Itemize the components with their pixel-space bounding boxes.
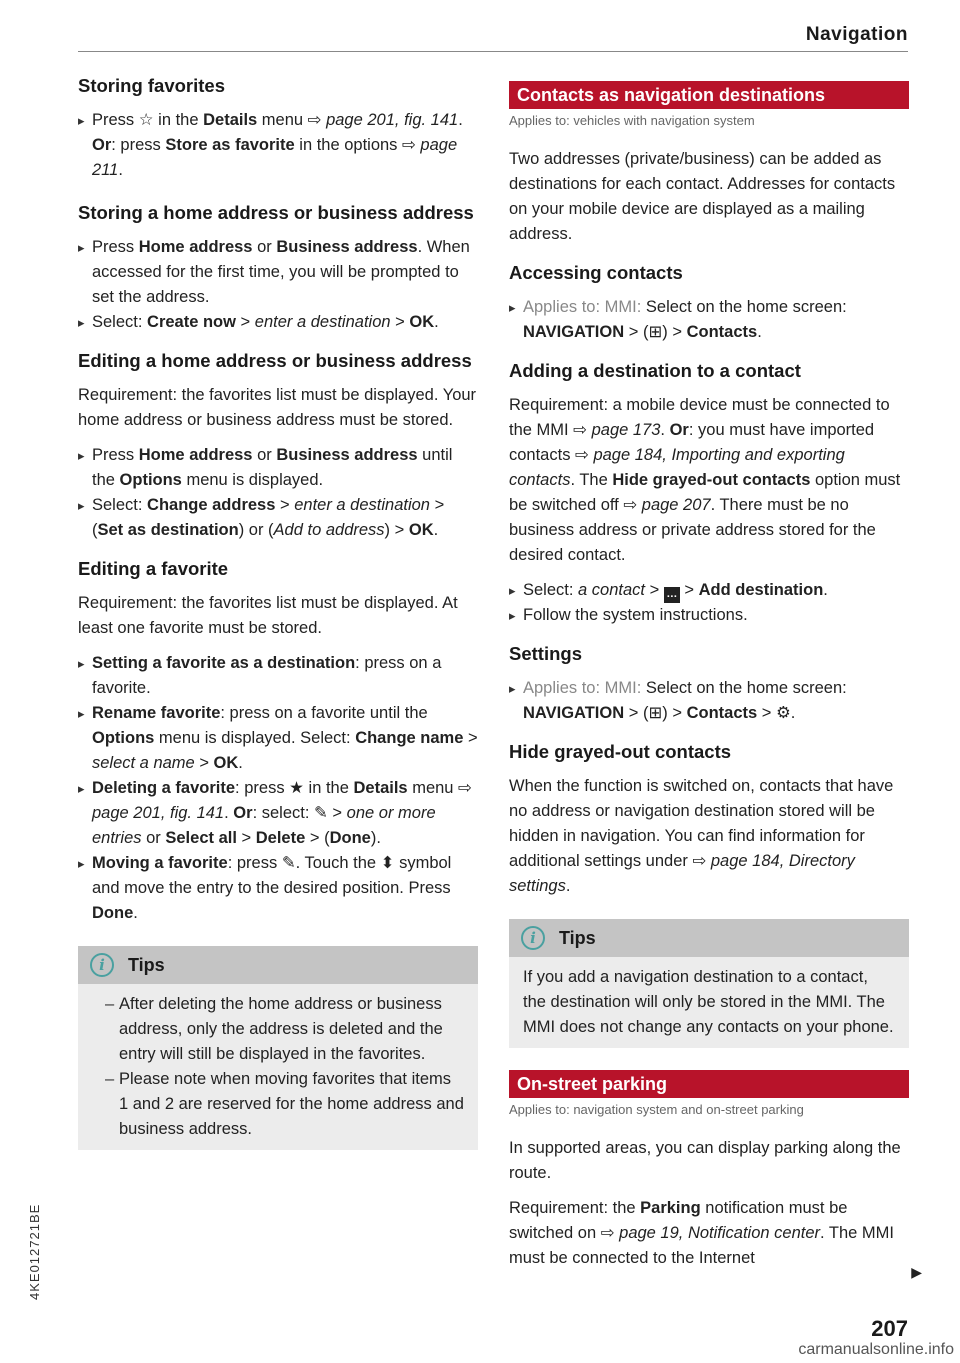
tips-header-right [509,919,909,957]
step-select-create: ▸ Select: Create now > enter a destination > OK. [78,310,478,335]
page-number: 207 [871,1316,908,1341]
step-delete-favorite: ▸ Deleting a favorite: press ★ in the Details menu ⇨ page 201, fig. 141. Or: select: ✎ > one or more entries or Select all > Delete > (Done). [78,776,478,851]
heading-accessing-contacts: Accessing contacts [509,262,683,283]
heading-adding-destination: Adding a destination to a contact [509,360,801,382]
document-code: 4KE012721BE [27,1203,42,1300]
heading-settings: Settings [509,643,582,665]
star-outline-icon: ☆ [138,111,154,130]
move-arrows-icon: ⬍ [380,854,395,873]
info-icon: i [521,926,545,950]
parking-intro: In supported areas, you can display parking along the route. [509,1139,901,1183]
pencil-icon: ✎ [314,804,328,823]
tips-title-left: Tips [128,954,165,975]
tip-text: If you add a navigation destination to a contact, the destination will only be stored in the MMI. The MMI does not change any contacts on your phone. [523,968,894,1037]
step-change-address: ▸ Select: Change address > enter a destination > (Set as destination) or (Add to address) > OK. [78,493,478,543]
requirement-editing-favorite: Requirement: the favorites list must be displayed. At least one favorite must be stored. [78,594,458,638]
step-press-until-options: ▸ Press Home address or Business address until the Options menu is displayed. [78,443,478,493]
tips-box-right [509,919,909,1048]
step-access-contacts: ▸ Applies to: MMI: Select on the home screen: NAVIGATION > (⊞) > Contacts. [509,295,909,345]
heading-hide-grayed-out: Hide grayed-out contacts [509,741,732,763]
applies-to-contacts: Applies to: vehicles with navigation system [509,113,755,128]
hide-grayed-out-text: When the function is switched on, contacts that have no address or navigation destination stored will be hidden in navigation. You can find information for additional settings under ⇨ page 184, Directory settings. [509,777,894,896]
step-store-favorite: ▸ Press ☆ in the Details menu ⇨ page 201, fig. 141. Or: press Store as favorite in the options ⇨ page 211. [78,108,478,183]
requirement-editing-home: Requirement: the favorites list must be displayed. Your home address or business address must be stored. [78,386,477,430]
watermark: carmanualsonline.info [798,1341,954,1358]
step-press-home: ▸ Press Home address or Business address. When accessed for the first time, you will be prompted to set the address. [78,235,478,310]
section-banner-contacts: Contacts as navigation destinations [509,81,909,109]
continue-arrow-icon: ▶ [911,1264,922,1280]
menu-dots-icon: … [664,587,680,603]
step-rename-favorite: ▸ Rename favorite: press on a favorite until the Options menu is displayed. Select: Change name > select a name > OK. [78,701,478,776]
left-column [78,74,478,1160]
section-banner-parking: On-street parking [509,1070,909,1098]
heading-storing-home: Storing a home address or business address [78,202,474,224]
gear-icon: ⚙ [776,704,791,723]
tips-title-right: Tips [559,927,596,948]
step-move-favorite: ▸ Moving a favorite: press ✎. Touch the ⬍ symbol and move the entry to the desired position. Press Done. [78,851,478,926]
step-select-contact: ▸ Select: a contact > … > Add destination. [509,578,909,603]
step-open-settings: ▸ Applies to: MMI: Select on the home screen: NAVIGATION > (⊞) > Contacts > ⚙. [509,676,909,726]
step-follow-instructions: ▸ Follow the system instructions. [509,603,909,628]
header-rule [78,51,908,52]
tips-header-left [78,946,478,984]
right-column [509,77,909,1281]
requirement-adding-destination: Requirement: a mobile device must be connected to the MMI ⇨ page 173. Or: you must have imported contacts ⇨ page 184, Importing and exporting contacts. The Hide grayed-out contacts option must be switched off ⇨ page 207. There must be no business address or private address stored for the desired contact. [509,396,901,565]
heading-editing-home: Editing a home address or business address [78,350,472,372]
apps-grid-icon: (⊞) [642,704,668,723]
heading-storing-favorites: Storing favorites [78,75,225,96]
step-set-favorite-destination: ▸ Setting a favorite as a destination: press on a favorite. [78,651,478,701]
pencil-icon: ✎ [281,854,296,873]
info-icon: i [90,953,114,977]
applies-to-parking: Applies to: navigation system and on-street parking [509,1102,804,1118]
contacts-intro: Two addresses (private/business) can be added as destinations for each contact. Addresses for contacts on your mobile device are displayed as a mailing address. [509,150,896,243]
heading-editing-favorite: Editing a favorite [78,558,229,580]
requirement-parking: Requirement: the Parking notification must be switched on ⇨ page 19, Notification center. The MMI must be connected to the Internet [509,1199,894,1268]
tip-item: – After deleting the home address or business address, only the address is deleted and the entry will still be displayed in the favorites. [92,992,464,1067]
star-filled-icon: ★ [289,779,304,798]
tip-item: – Please note when moving favorites that items 1 and 2 are reserved for the home address and business address. [92,1067,464,1142]
apps-grid-icon: (⊞) [642,323,668,342]
page-header-title: Navigation [805,24,908,45]
tips-box-left [78,946,478,1150]
